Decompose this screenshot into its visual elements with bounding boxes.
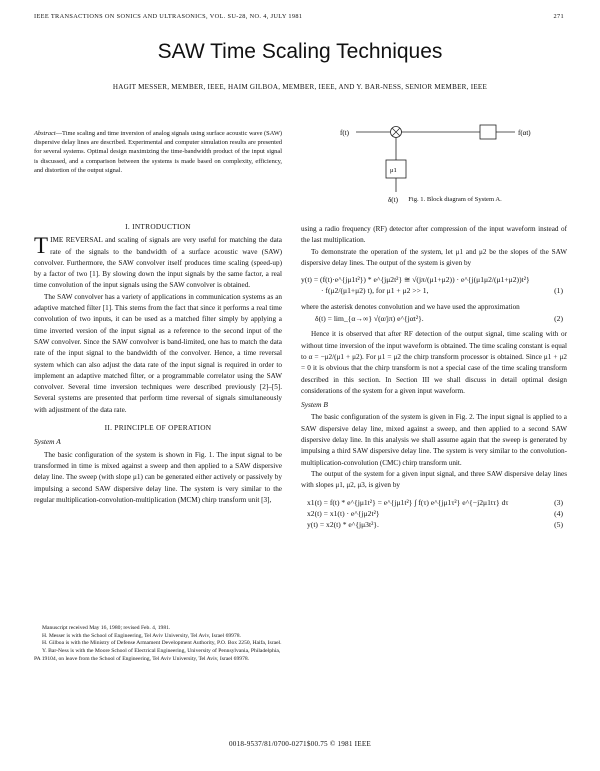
equation-1-rhs: · f(μ2/(μ1+μ2) t), for μ1 + μ2 >> 1, [321, 286, 429, 296]
equation-4 [301, 508, 567, 519]
equation-2-body: δ(t) = lim_{α→∞} √(α/jπ) e^{jαt²}. [315, 314, 424, 324]
intro-paragraph-2: The SAW convolver has a variety of applications in communication systems as an adaptive matched filter [1]. This stems from the fact that since it performs a real time convolution of two inputs, it can be used as a matched filter simply by applying a time inverted version of the input signal as a reference to the second input of the SAW convolver. Since the SAW convolver is band-limited, one has to match the data rate of the input signal to the bandwidth of the convolver. Hence, a time reversal system which can also adjust the data rate of the input signal is required in order to implement an adaptive matched filter, or a programmable correlator using the SAW convolver. Several time inversion techniques were described previously [2]–[5]. Several systems are presented that perform time reversal of signals simultaneously with adjustment of the data rate. [34, 292, 282, 414]
fig-input-label: f(t) [340, 129, 349, 137]
footnote-messer: H. Messer is with the School of Engineering, Tel Aviv University, Tel Aviv, Israel 69978. [42, 632, 241, 639]
section-heading-principle: II. PRINCIPLE OF OPERATION [104, 423, 212, 433]
system-a-paragraph: The basic configuration of the system is shown in Fig. 1. The input signal to be transformed in time is mixed against a sweep and then applied to a SAW dispersive delay line. The sweep (with slope μ1) can be generated either actively or passively by impulsing a second SAW dispersive delay line. The system is very similar to the regular multiplication-convolution-multiplication (MCM) chirp transform unit [3], [34, 450, 282, 504]
section-heading-introduction: I. INTRODUCTION [125, 222, 191, 231]
equation-1 [301, 274, 567, 297]
figure-1-diagram [330, 120, 570, 220]
page-number: 271 [553, 13, 564, 20]
running-header [34, 13, 564, 20]
right-column [301, 224, 567, 530]
right-paragraph-1: using a radio frequency (RF) detector after compression of the input waveform instead of the last multiplication. [301, 225, 567, 245]
abstract-text: —Time scaling and time inversion of analog signals using surface acoustic wave (SAW) dispersive delay lines are described. Experimental and computer simulation results are presented for several systems. Optimal design maximizing the time-bandwidth product of the input signal is discussed, and a comparison between the systems is made based on complexity, efficiency, and distortion of the output signal. [34, 130, 282, 174]
fig-detector-box [480, 125, 496, 139]
equation-1-number: (1) [554, 286, 563, 296]
equation-1-line-2 [301, 285, 567, 296]
equation-3-number: (3) [554, 497, 563, 507]
fig-impulse-label: δ(t) [388, 196, 398, 204]
abstract-label: Abstract [34, 130, 56, 137]
right-paragraph-2: To demonstrate the operation of the system, let μ1 and μ2 be the slopes of the SAW dispersive delay lines. The output of the system is given by [301, 247, 567, 267]
subsection-heading-system-a: System A [34, 437, 61, 447]
fig-block-label: μ1 [390, 167, 397, 174]
intro-text-1: IME REVERSAL and scaling of signals are very useful for matching the data rate of the signals to the bandwidth of a surface acoustic wave (SAW) convolver. Furthermore, the SAW convolver itself produces time scaling (speed-up) by a factor of two [1]. By slowing down the input signals by the same factor, a real time convolution of the input signals using the SAW convolver is obtained. [34, 236, 282, 290]
intro-paragraph-1 [34, 235, 282, 291]
paper-title: SAW Time Scaling Techniques [157, 40, 443, 63]
equation-2-number: (2) [554, 314, 563, 324]
drop-cap: T [34, 233, 49, 259]
equation-3 [301, 497, 567, 508]
abstract [34, 129, 282, 175]
right-paragraph-5: The basic configuration of the system is given in Fig. 2. The input signal is applied to a SAW dispersive delay line, mixed against a sweep, and then applied to a second SAW dispersive delay line. In this analysis we shall assume again that the sweep is generated by impulsing a third SAW dispersive delay line. The system is very similar to the convolution-multiplication-convolution (CMC) chirp transform unit. [301, 413, 567, 467]
left-column [34, 215, 282, 506]
copyright-line: 0018-9537/81/0700-0271$00.75 © 1981 IEEE [228, 740, 372, 748]
equation-4-body: x2(t) = x1(t) · e^{jμ2t²} [307, 508, 380, 518]
equation-2 [301, 313, 567, 324]
footnote-bar-ness: Y. Bar-Ness is with the Moore School of Electrical Engineering, University of Pennsylvania, Philadelphia, PA 19104, on leave from the School of Engineering, Tel Aviv University, Tel Aviv, Israel 69978. [34, 648, 281, 662]
author-line: HAGIT MESSER, MEMBER, IEEE, HAIM GILBOA, MEMBER, IEEE, AND Y. BAR-NESS, SENIOR MEMBER, IEEE [112, 83, 488, 91]
footnote-received: Manuscript received May 16, 1980; revised Feb. 4, 1981. [42, 625, 171, 631]
equation-4-number: (4) [554, 508, 563, 518]
equation-3-body: x1(t) = f(t) * e^{jμ1t²} = e^{jμ1t²} ∫ f(τ) e^{jμ1τ²} e^{−j2μ1tτ} dτ [307, 497, 509, 507]
right-paragraph-4: Hence it is observed that after RF detection of the output signal, time scaling with or without time inversion of the input waveform is obtained. The time scaling constant is equal to α = −μ2/(μ1 + μ2). For μ1 = μ2 the chirp transform processor is obtained. Since μ1 + μ2 = 0 it is obvious that the chirp transform is not a special case of the time scaling transform described in this section. In Section III we shall discuss in detail optimal design considerations of the system for a given input waveform. [301, 330, 567, 395]
journal-header: IEEE TRANSACTIONS ON SONICS AND ULTRASONICS, VOL. SU-28, NO. 4, JULY 1981 [34, 13, 303, 20]
footnote-gilboa: H. Gilboa is with the Ministry of Defense Armament Development Authority, P.O. Box 2250, Haifa, Israel. [42, 640, 282, 647]
equation-5-number: (5) [554, 520, 563, 530]
equation-5-body: y(t) = x2(t) * e^{jμ3t²}. [307, 520, 379, 530]
footnotes [34, 625, 282, 664]
equation-1-line-1: y(t) = (f(t)·e^{jμ1t²}) * e^{jμ2t²} ≅ √(jπ/(μ1+μ2)) · e^{j(μ1μ2/(μ1+μ2))t²} [301, 275, 530, 285]
subsection-heading-system-b: System B [301, 400, 328, 410]
figure-1-caption: Fig. 1. Block diagram of System A. [408, 196, 502, 203]
right-paragraph-3: where the asterisk denotes convolution and we have used the approximation [301, 302, 520, 311]
equation-5 [301, 519, 567, 530]
right-paragraph-6: The output of the system for a given input signal, and three SAW dispersive delay lines with slopes μ1, μ2, μ3, is given by [301, 469, 567, 490]
fig-output-label: f(αt) [518, 129, 531, 137]
